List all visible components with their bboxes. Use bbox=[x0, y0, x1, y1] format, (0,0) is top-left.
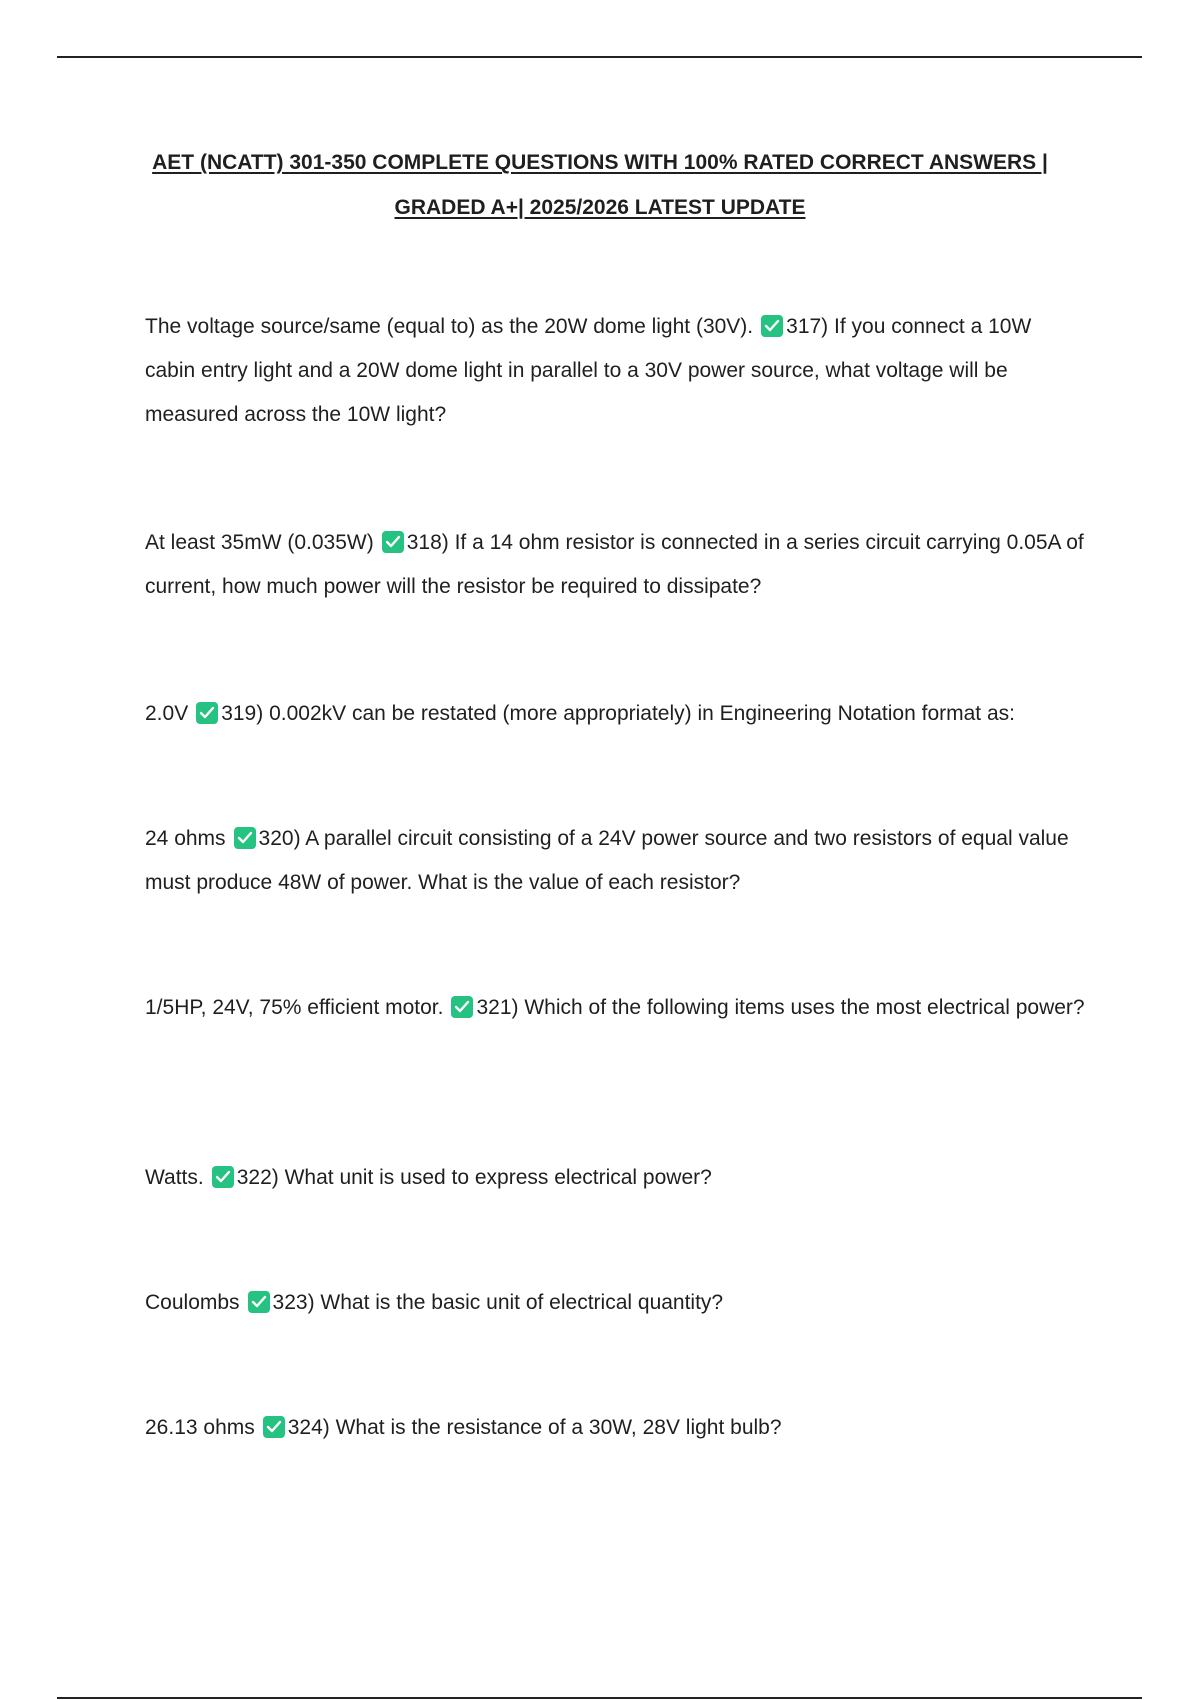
question-text: 321) Which of the following items uses the most electrical power? bbox=[476, 996, 1085, 1019]
qa-entry-323 bbox=[145, 1281, 1085, 1325]
answer-text: The voltage source/same (equal to) as the 20W dome light (30V). bbox=[145, 315, 754, 338]
question-text: 320) A parallel circuit consisting of a 24V power source and two resistors of equal value must produce 48W of power. What is the value of each resistor? bbox=[145, 827, 1069, 894]
check-mark-icon bbox=[451, 996, 473, 1018]
qa-entry-321 bbox=[145, 986, 1085, 1030]
question-text: 317) If you connect a 10W cabin entry light and a 20W dome light in parallel to a 30V power source, what voltage will be measured across the 10W light? bbox=[145, 315, 1032, 426]
qa-entry-324 bbox=[145, 1406, 1085, 1450]
answer-text: At least 35mW (0.035W) bbox=[145, 531, 374, 554]
qa-entry-320 bbox=[145, 817, 1085, 905]
question-text: 323) What is the basic unit of electrical quantity? bbox=[272, 1291, 724, 1314]
answer-text: 26.13 ohms bbox=[145, 1416, 255, 1439]
check-mark-icon bbox=[234, 827, 256, 849]
answer-text: Watts. bbox=[145, 1166, 204, 1189]
top-divider bbox=[57, 56, 1142, 58]
qa-entry-317 bbox=[145, 305, 1085, 437]
answer-text: 24 ohms bbox=[145, 827, 226, 850]
bottom-divider bbox=[57, 1697, 1142, 1699]
question-text: 319) 0.002kV can be restated (more appropriately) in Engineering Notation format as: bbox=[221, 702, 1015, 725]
document-title bbox=[100, 140, 1100, 230]
check-mark-icon bbox=[761, 315, 783, 337]
question-text: 322) What unit is used to express electrical power? bbox=[236, 1166, 712, 1189]
title-line-1: AET (NCATT) 301-350 COMPLETE QUESTIONS WITH 100% RATED CORRECT ANSWERS | bbox=[152, 151, 1048, 174]
qa-entry-322 bbox=[145, 1156, 1085, 1200]
check-mark-icon bbox=[212, 1166, 234, 1188]
title-line-2: GRADED A+| 2025/2026 LATEST UPDATE bbox=[394, 196, 806, 219]
question-text: 318) If a 14 ohm resistor is connected in a series circuit carrying 0.05A of current, how much power will the resistor be required to dissipate? bbox=[145, 531, 1084, 598]
answer-text: Coulombs bbox=[145, 1291, 240, 1314]
check-mark-icon bbox=[263, 1416, 285, 1438]
answer-text: 2.0V bbox=[145, 702, 189, 725]
check-mark-icon bbox=[196, 702, 218, 724]
question-text: 324) What is the resistance of a 30W, 28V light bulb? bbox=[287, 1416, 782, 1439]
qa-entry-318 bbox=[145, 521, 1085, 609]
qa-entry-319 bbox=[145, 692, 1085, 736]
check-mark-icon bbox=[248, 1291, 270, 1313]
check-mark-icon bbox=[382, 531, 404, 553]
answer-text: 1/5HP, 24V, 75% efficient motor. bbox=[145, 996, 444, 1019]
